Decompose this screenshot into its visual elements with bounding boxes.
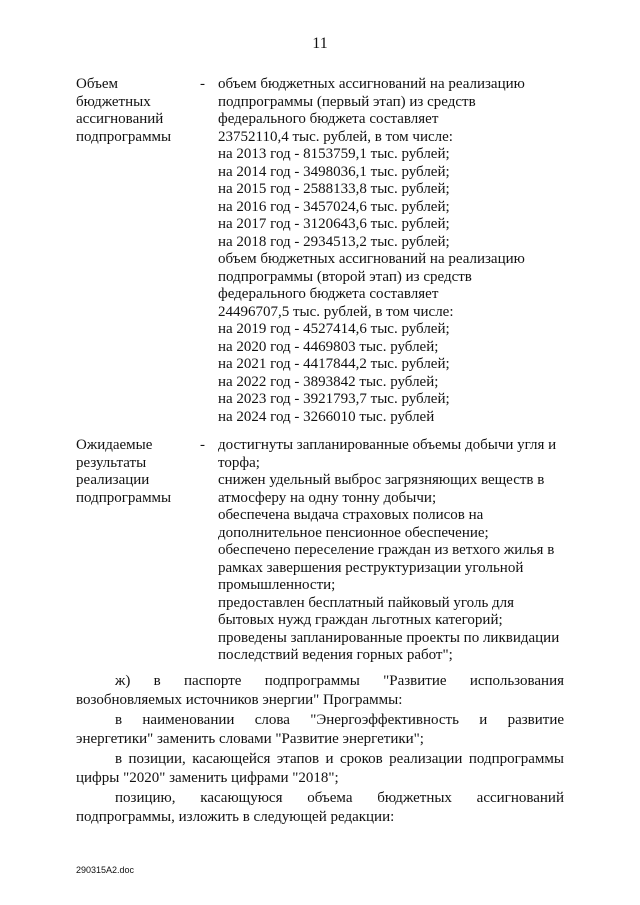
text-line: на 2014 год - 3498036,1 тыс. рублей; bbox=[218, 163, 450, 180]
text-line: объем бюджетных ассигнований на реализацию bbox=[218, 251, 525, 267]
text-line: проведены запланированные проекты по ликвидации bbox=[218, 629, 560, 646]
paragraph-rest: возобновляемых источников энергии" Программы: bbox=[76, 692, 403, 708]
label-line: подпрограммы bbox=[76, 489, 172, 506]
paragraph-rest: энергетики" заменить словами "Развитие энергетики"; bbox=[76, 731, 424, 747]
text-line: предоставлен бесплатный пайковый уголь для bbox=[218, 594, 515, 611]
text-line: 23752110,4 тыс. рублей, в том числе: bbox=[218, 128, 453, 145]
text-line: снижен удельный выброс загрязняющих веществ в bbox=[218, 472, 545, 488]
label-line: ассигнований bbox=[76, 111, 164, 127]
text-line: обеспечено переселение граждан из ветхого жилья в bbox=[218, 542, 555, 558]
text-line: достигнуты запланированные объемы добычи угля и bbox=[218, 437, 557, 453]
paragraph bbox=[76, 711, 564, 749]
text-line: на 2020 год - 4469803 тыс. рублей; bbox=[218, 338, 439, 355]
text-line: последствий ведения горных работ"; bbox=[218, 647, 453, 663]
results-dash: - bbox=[200, 437, 205, 453]
label-line: Ожидаемые bbox=[76, 437, 153, 453]
page-number: 11 bbox=[312, 35, 328, 52]
label-line: Объем bbox=[76, 76, 118, 92]
text-line: на 2013 год - 8153759,1 тыс. рублей; bbox=[218, 146, 450, 162]
text-line: на 2022 год - 3893842 тыс. рублей; bbox=[218, 373, 439, 390]
text-line: подпрограммы (первый этап) из средств bbox=[218, 93, 476, 110]
text-line: на 2021 год - 4417844,2 тыс. рублей; bbox=[218, 356, 450, 372]
text-line: обеспечена выдача страховых полисов на bbox=[218, 507, 484, 523]
text-line: атмосферу на одну тонну добычи; bbox=[218, 489, 437, 506]
paragraph-first-line: позицию, касающуюся объема бюджетных ассигнований bbox=[115, 790, 564, 806]
text-line: на 2023 год - 3921793,7 тыс. рублей; bbox=[218, 391, 450, 407]
paragraph bbox=[76, 750, 564, 788]
text-line: подпрограммы (второй этап) из средств bbox=[218, 268, 472, 285]
text-line: на 2019 год - 4527414,6 тыс. рублей; bbox=[218, 321, 450, 337]
text-line: федерального бюджета составляет bbox=[218, 286, 439, 302]
paragraph-first-line: в наименовании слова "Энергоэффективность и развитие bbox=[115, 712, 564, 728]
results-text bbox=[218, 437, 559, 665]
text-line: бытовых нужд граждан льготных категорий; bbox=[218, 612, 503, 628]
text-line: на 2018 год - 2934513,2 тыс. рублей; bbox=[218, 233, 450, 250]
paragraph-first-line: в позиции, касающейся этапов и сроков реализации подпрограммы bbox=[115, 751, 564, 767]
footer-filename: 290315A2.doc bbox=[76, 865, 135, 875]
text-line: объем бюджетных ассигнований на реализацию bbox=[218, 76, 525, 92]
text-line: на 2015 год - 2588133,8 тыс. рублей; bbox=[218, 181, 450, 197]
text-line: промышленности; bbox=[218, 577, 336, 593]
results-label bbox=[76, 437, 171, 507]
label-line: реализации bbox=[76, 472, 150, 488]
budget-text bbox=[218, 76, 525, 426]
paragraph-rest: подпрограммы, изложить в следующей редакции: bbox=[76, 809, 395, 825]
text-line: федерального бюджета составляет bbox=[218, 111, 439, 127]
budget-dash: - bbox=[200, 76, 205, 92]
label-line: подпрограммы bbox=[76, 128, 172, 145]
paragraph-rest: цифры "2020" заменить цифрами "2018"; bbox=[76, 770, 339, 786]
text-line: на 2024 год - 3266010 тыс. рублей bbox=[218, 408, 435, 425]
text-line: 24496707,5 тыс. рублей, в том числе: bbox=[218, 303, 454, 320]
text-line: рамках завершения реструктуризации угольной bbox=[218, 559, 524, 576]
paragraph bbox=[76, 672, 564, 710]
paragraph-first-line: ж) в паспорте подпрограммы "Развитие использования bbox=[115, 673, 564, 689]
budget-label bbox=[76, 76, 171, 146]
text-line: на 2016 год - 3457024,6 тыс. рублей; bbox=[218, 198, 450, 215]
text-line: дополнительное пенсионное обеспечение; bbox=[218, 524, 489, 541]
paragraph bbox=[76, 789, 564, 827]
label-line: результаты bbox=[76, 454, 147, 471]
text-line: на 2017 год - 3120643,6 тыс. рублей; bbox=[218, 216, 450, 232]
label-line: бюджетных bbox=[76, 93, 151, 110]
text-line: торфа; bbox=[218, 454, 260, 471]
